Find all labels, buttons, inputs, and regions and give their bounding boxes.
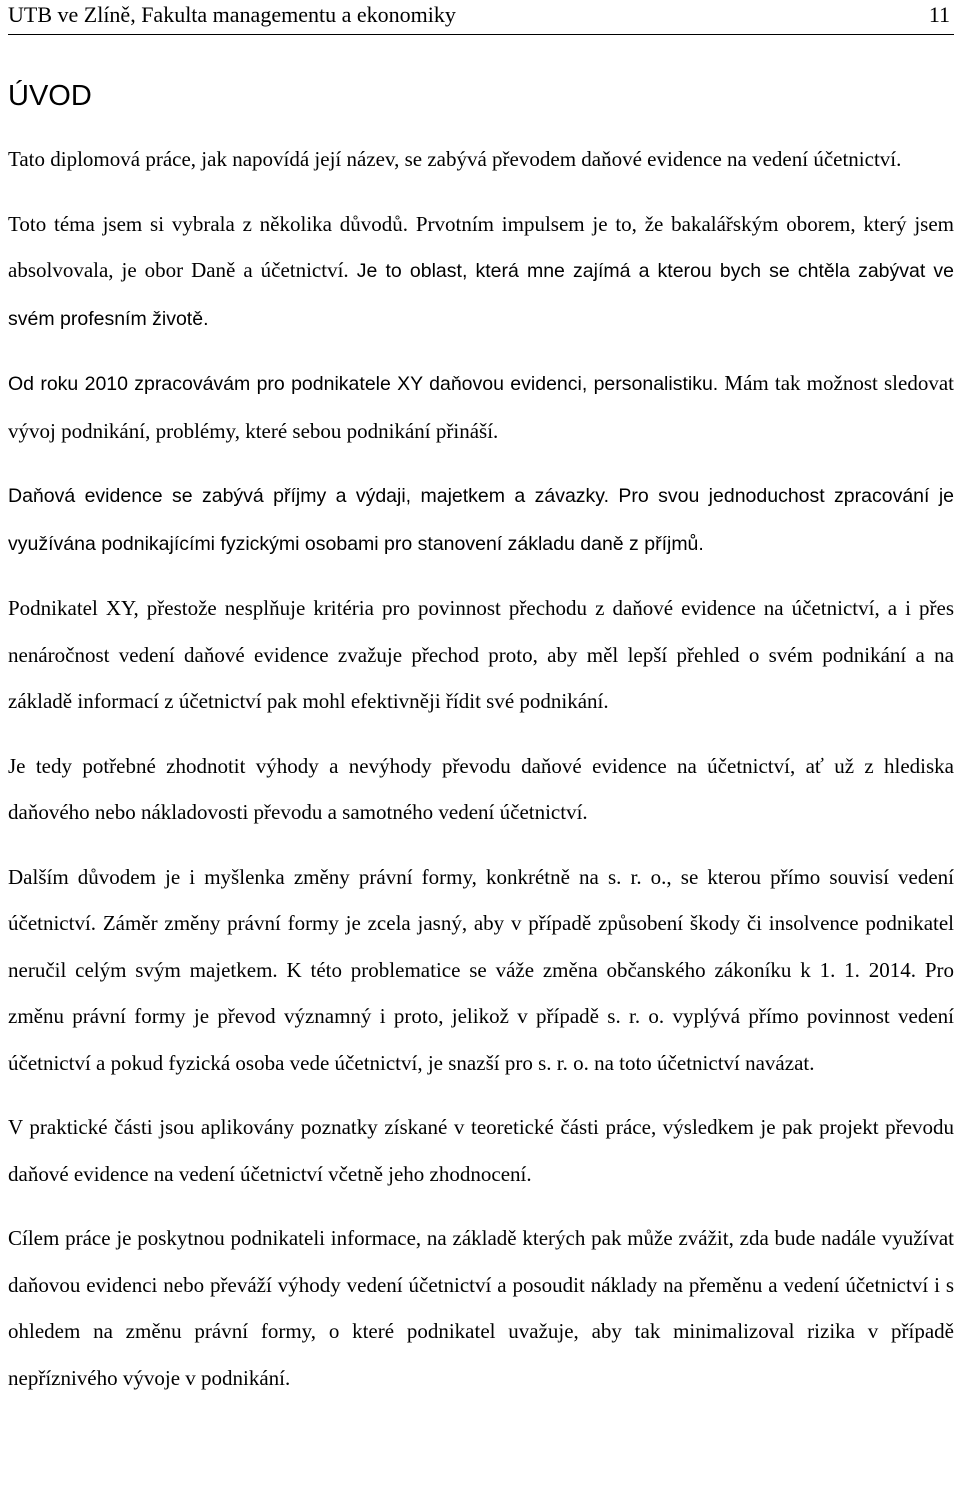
- running-header: [8, 0, 954, 35]
- paragraph-entrepreneur: Podnikatel XY, přestože nesplňuje kritéria pro povinnost přechodu z daňové evidence na účetnictví, a i přes nenáročnost vedení daňové evidence zvažuje přechod proto, aby měl lepší přehled o svém podnikání a na základě informací z účetnictví pak mohl efektivněji řídit své podnikání.: [8, 596, 954, 713]
- paragraph-experience-part1: Od roku 2010 zpracovávám pro podnikatele XY daňovou evidenci, personalistiku.: [8, 373, 719, 395]
- paragraph-tax-records-part1: Daňová evidence se zabývá příjmy a výdaji, majetkem a závazky.: [8, 485, 610, 507]
- paragraph-legal-form: Dalším důvodem je i myšlenka změny právní formy, konkrétně na s. r. o., se kterou přímo souvisí vedení účetnictví. Záměr změny právní formy je zcela jasný, aby v případě způsobení škody či insolvence podnikatel neručil celým svým majetkem. K této problematice se váže změna občanského zákoníku k 1. 1. 2014. Pro změnu právní formy je převod významný i proto, jelikož v případě s. r. o. vyplývá přímo povinnost vedení účetnictví a pokud fyzická osoba vede účetnictví, je snazší pro s. r. o. na toto účetnictví navázat.: [8, 864, 954, 1075]
- header-title: UTB ve Zlíně, Fakulta managementu a ekonomiky: [8, 2, 456, 27]
- paragraph-topic-reasons-part2: Je to oblast, která mne zajímá a kterou bych se chtěla zabývat ve svém profesním životě.: [8, 260, 954, 330]
- paragraph-tax-records-part2: Pro svou jednoduchost zpracování je využívána podnikajícími fyzickými osobami pro stanovení základu daně z příjmů.: [8, 485, 955, 555]
- paragraph-experience-part2: Mám tak možnost sledovat vývoj podnikání, problémy, které sebou podnikání přináší.: [8, 371, 954, 443]
- chapter-heading: ÚVOD: [8, 80, 92, 112]
- document-body: [8, 76, 954, 1419]
- page-number: 11: [928, 2, 950, 27]
- paragraph-evaluation: Je tedy potřebné zhodnotit výhody a nevýhody převodu daňové evidence na účetnictví, ať už z hlediska daňového nebo nákladovosti převodu a samotného vedení účetnictví.: [8, 753, 954, 824]
- paragraph-goal: Cílem práce je poskytnou podnikateli informace, na základě kterých pak může zvážit, zda bude nadále využívat daňovou evidenci nebo převáží výhody vedení účetnictví a posoudit náklady na přeměnu a vedení účetnictví i s ohledem na změnu právní formy, o které podnikatel uvažuje, aby tak minimalizoval rizika v případě nepříznivého vývoje v podnikání.: [8, 1226, 954, 1390]
- paragraph-practical-part: V praktické části jsou aplikovány poznatky získané v teoretické části práce, výsledkem je pak projekt převodu daňové evidence na vedení účetnictví včetně jeho zhodnocení.: [8, 1115, 954, 1186]
- paragraph-intro: Tato diplomová práce, jak napovídá její název, se zabývá převodem daňové evidence na vedení účetnictví.: [8, 147, 902, 171]
- paragraph-experience: [8, 360, 954, 454]
- paragraph-topic-reasons: [8, 201, 954, 343]
- paragraph-topic-reasons-part1: Toto téma jsem si vybrala z několika důvodů. Prvotním impulsem je to, že bakalářským oborem, který jsem absolvovala, je obor Daně a účetnictví.: [8, 211, 954, 282]
- paragraph-tax-records: [8, 472, 954, 567]
